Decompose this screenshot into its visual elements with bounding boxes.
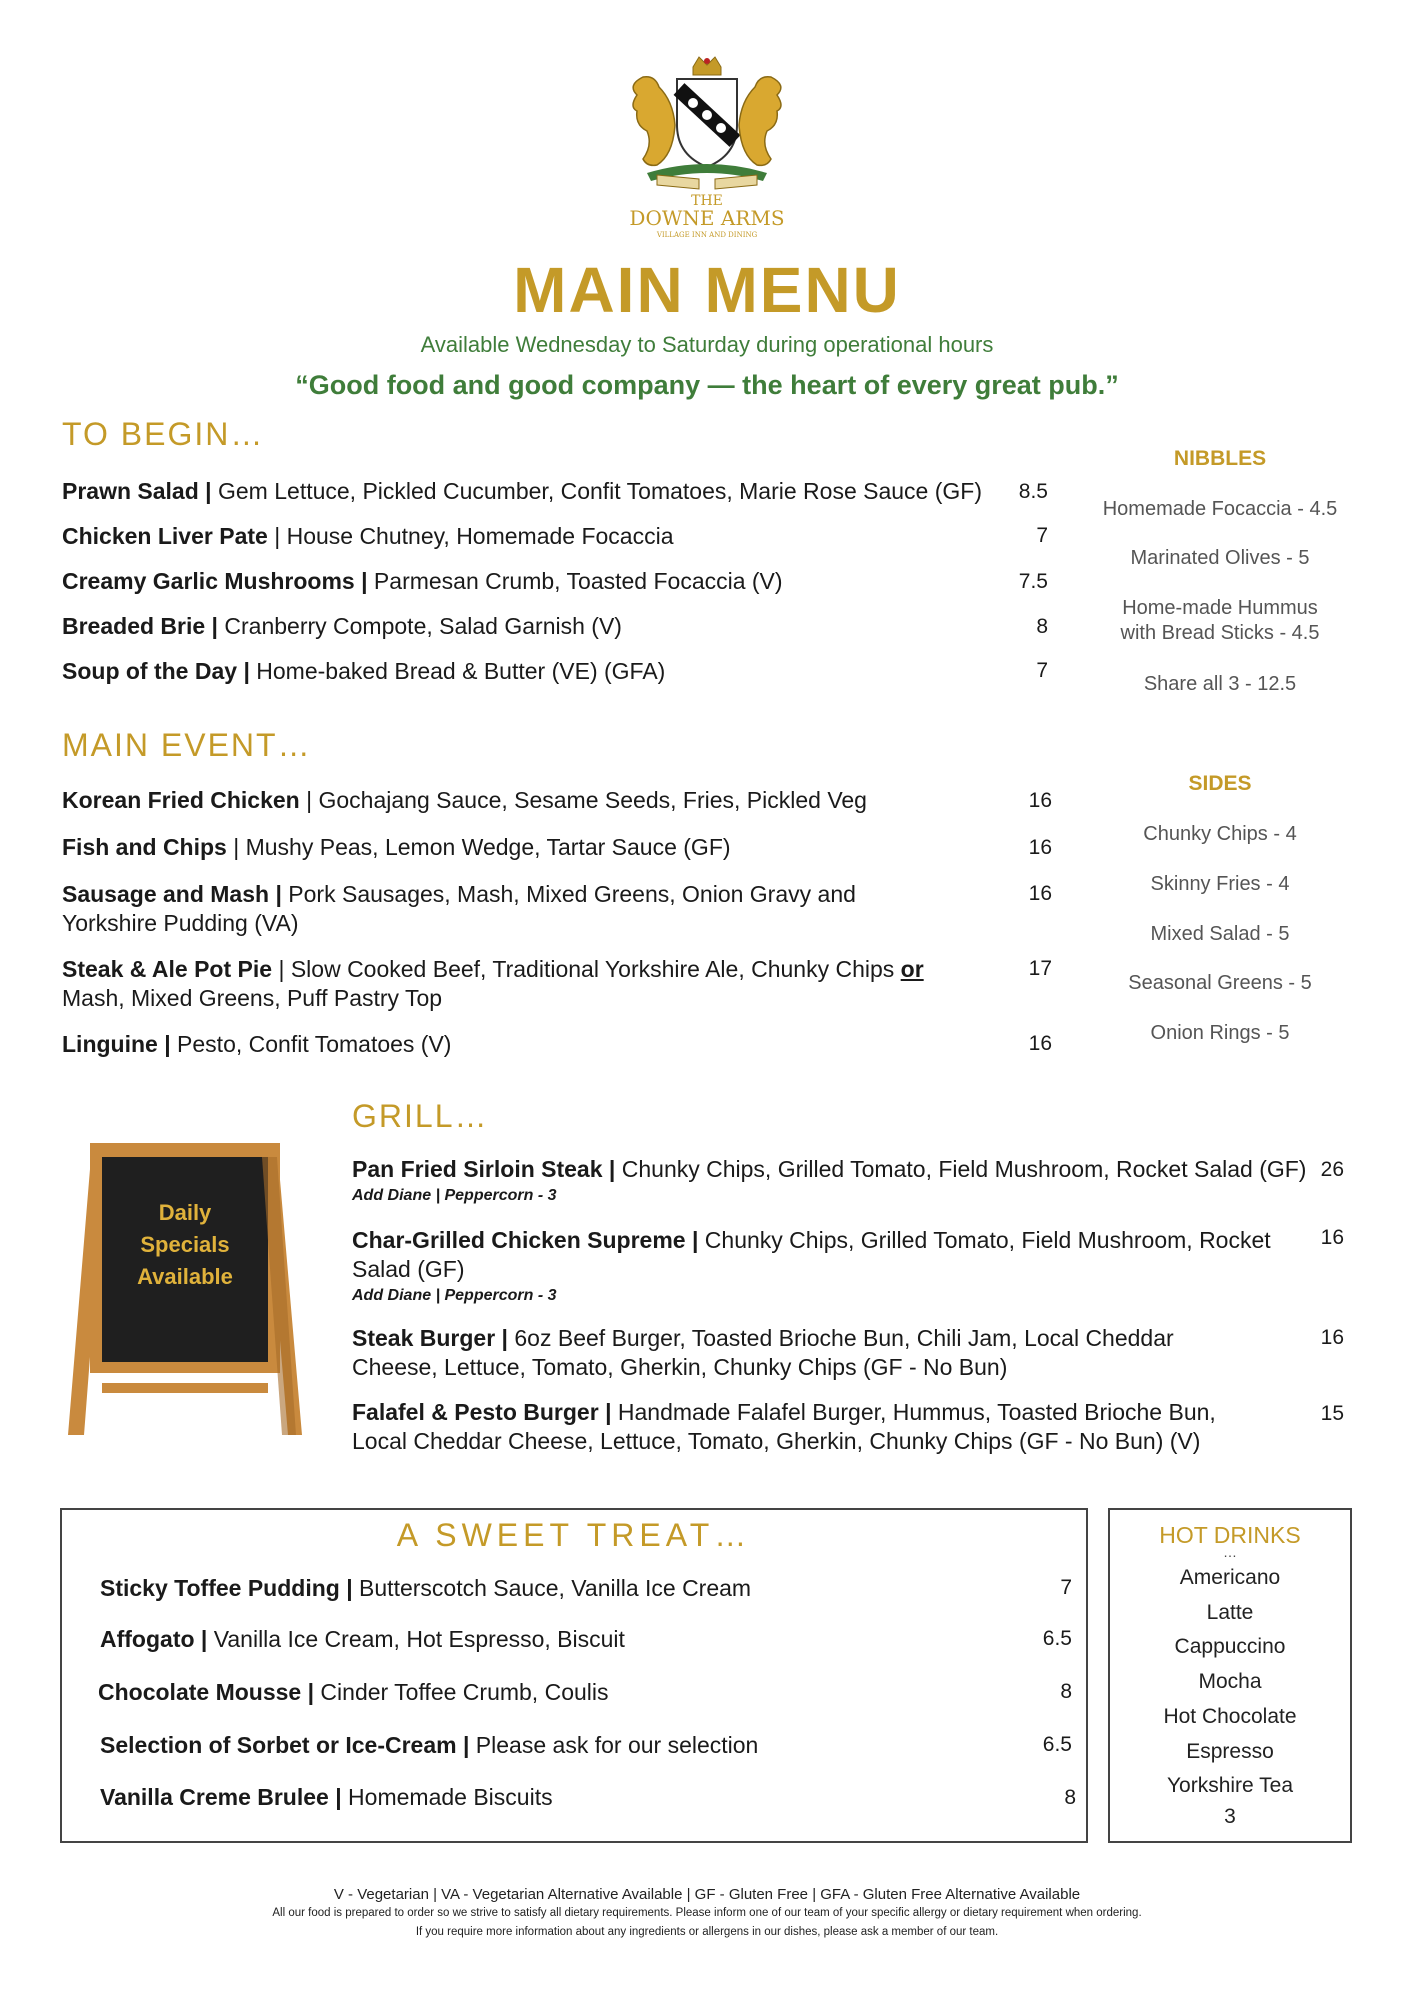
side-item: Homemade Focaccia - 4.5 (1102, 498, 1338, 520)
list-item: Chocolate Mousse | Cinder Toffee Crumb, Coulis (98, 1679, 609, 1705)
heading-dots: … (1223, 1544, 1237, 1560)
list-item: Steak Burger | 6oz Beef Burger, Toasted Brioche Bun, Chili Jam, Local Cheddar Cheese, Lettuce, Tomato, Gherkin, Chunky Chips (GF - No Bun) (352, 1325, 1174, 1380)
item-price: 15 (1320, 1402, 1344, 1425)
drink-item: Hot Chocolate (1163, 1705, 1297, 1728)
specials-board (62, 1135, 307, 1435)
crest-logo (607, 55, 807, 240)
item-price: 8 (1064, 1786, 1076, 1809)
side-item: Chunky Chips - 4 (1143, 823, 1297, 845)
item-price: 7 (1036, 659, 1048, 682)
page-tagline: “Good food and good company — the heart of every great pub.” (295, 370, 1119, 400)
drink-item: Latte (1206, 1601, 1254, 1624)
page-title: MAIN MENU (513, 254, 901, 326)
side-item: Share all 3 - 12.5 (1143, 673, 1297, 695)
page-subtitle: Available Wednesday to Saturday during operational hours (420, 332, 994, 357)
item-price: 16 (1028, 836, 1052, 859)
footer-note: If you require more information about any ingredients or allergens in our dishes, please ask a member of our team. (415, 1926, 999, 1938)
board-line: Available (137, 1264, 233, 1289)
section-heading-sweet-treat: A SWEET TREAT… (396, 1517, 752, 1553)
item-price: 17 (1028, 957, 1052, 980)
section-heading-grill: GRILL… (352, 1098, 489, 1134)
list-item: Char-Grilled Chicken Supreme | Chunky Chips, Grilled Tomato, Field Mushroom, Rocket Salad (GF) Add Diane | Peppercorn - 3 (352, 1226, 1282, 1308)
hot-drinks-box (1108, 1508, 1352, 1843)
item-price: 8 (1060, 1680, 1072, 1703)
side-item: Seasonal Greens - 5 (1128, 972, 1312, 994)
item-price: 7 (1036, 524, 1048, 547)
list-item: Chicken Liver Pate | House Chutney, Homemade Focaccia (62, 523, 674, 549)
item-price: 16 (1028, 882, 1052, 905)
footer-note: All our food is prepared to order so we strive to satisfy all dietary requirements. Please inform one of our team of your specific allergy or dietary requirement when ordering. (272, 1907, 1142, 1919)
footer-key: V - Vegetarian | VA - Vegetarian Alternative Available | GF - Gluten Free | GFA - Gluten Free Alternative Available (333, 1886, 1081, 1903)
list-item: Vanilla Creme Brulee | Homemade Biscuits (100, 1784, 553, 1810)
section-heading-nibbles: NIBBLES (1173, 447, 1267, 470)
list-item: Pan Fried Sirloin Steak | Chunky Chips, Grilled Tomato, Field Mushroom, Rocket Salad (GF) Add Diane | Peppercorn - 3 (352, 1155, 1306, 1208)
section-heading-main-event: MAIN EVENT… (62, 727, 312, 763)
item-price: 26 (1320, 1158, 1344, 1181)
item-note: Add Diane | Peppercorn - 3 (352, 1287, 557, 1304)
drink-item: Espresso (1186, 1740, 1274, 1763)
item-price: 7.5 (1018, 570, 1048, 593)
list-item: Falafel & Pesto Burger | Handmade Falafel Burger, Hummus, Toasted Brioche Bun, Local Cheddar Cheese, Lettuce, Tomato, Gherkin, Chunky Chips (GF - No Bun) (V) (352, 1399, 1216, 1454)
item-price: 6.5 (1042, 1733, 1072, 1756)
drink-item: Mocha (1198, 1670, 1262, 1693)
list-item: Steak & Ale Pot Pie | Slow Cooked Beef, Traditional Yorkshire Ale, Chunky Chips or Mash, Mixed Greens, Puff Pastry Top (62, 956, 924, 1011)
side-item: Skinny Fries - 4 (1150, 873, 1290, 895)
side-item: Marinated Olives - 5 (1130, 547, 1310, 569)
board-line: Specials (140, 1232, 230, 1257)
list-item: Sausage and Mash | Pork Sausages, Mash, Mixed Greens, Onion Gravy and Yorkshire Pudding (VA) (62, 881, 856, 936)
list-item: Linguine | Pesto, Confit Tomatoes (V) (62, 1031, 452, 1057)
list-item: Prawn Salad | Gem Lettuce, Pickled Cucumber, Confit Tomatoes, Marie Rose Sauce (GF) (62, 478, 982, 504)
side-item: Home-made Hummus with Bread Sticks - 4.5 (1120, 597, 1320, 644)
item-price: 7 (1060, 1576, 1072, 1599)
list-item: Korean Fried Chicken | Gochajang Sauce, Sesame Seeds, Fries, Pickled Veg (62, 787, 867, 813)
side-item: Onion Rings - 5 (1150, 1022, 1290, 1044)
item-price: 8.5 (1018, 480, 1048, 503)
item-price: 8 (1036, 615, 1048, 638)
drink-item: Yorkshire Tea (1166, 1774, 1294, 1797)
svg-text:THE: THE (691, 193, 723, 209)
drink-price: 3 (1224, 1805, 1236, 1828)
svg-text:VILLAGE INN AND DINING: VILLAGE INN AND DINING (656, 231, 758, 239)
side-item: Mixed Salad - 5 (1150, 923, 1290, 945)
section-heading-sides: SIDES (1188, 772, 1252, 795)
list-item: Creamy Garlic Mushrooms | Parmesan Crumb, Toasted Focaccia (V) (62, 568, 783, 594)
list-item: Fish and Chips | Mushy Peas, Lemon Wedge, Tartar Sauce (GF) (62, 834, 731, 860)
list-item: Selection of Sorbet or Ice-Cream | Please ask for our selection (100, 1732, 759, 1758)
board-line: Daily (158, 1200, 212, 1225)
list-item: Soup of the Day | Home-baked Bread & Butter (VE) (GFA) (62, 658, 666, 684)
item-note: Add Diane | Peppercorn - 3 (352, 1187, 557, 1204)
section-heading-hot-drinks: HOT DRINKS (1159, 1522, 1301, 1548)
drink-item: Cappuccino (1174, 1635, 1286, 1658)
item-price: 16 (1028, 1032, 1052, 1055)
drink-item: Americano (1179, 1566, 1281, 1589)
svg-text:DOWNE ARMS: DOWNE ARMS (629, 206, 785, 230)
list-item: Sticky Toffee Pudding | Butterscotch Sauce, Vanilla Ice Cream (100, 1575, 752, 1601)
item-price: 16 (1028, 789, 1052, 812)
item-price: 16 (1320, 1326, 1344, 1349)
item-price: 6.5 (1042, 1627, 1072, 1650)
list-item: Affogato | Vanilla Ice Cream, Hot Espresso, Biscuit (100, 1626, 625, 1652)
section-heading-to-begin: TO BEGIN… (62, 416, 265, 452)
item-price: 16 (1320, 1226, 1344, 1249)
list-item: Breaded Brie | Cranberry Compote, Salad Garnish (V) (62, 613, 622, 639)
